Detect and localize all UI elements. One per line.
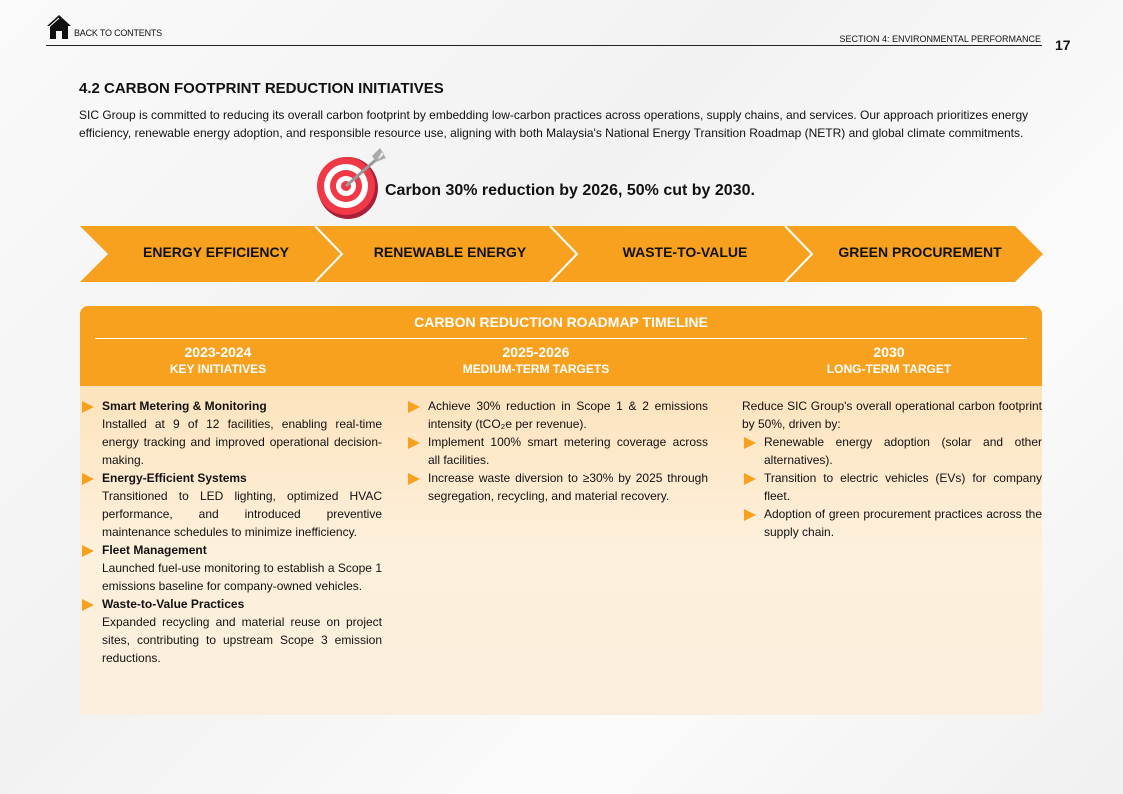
list-item <box>80 397 382 469</box>
item-title: Energy-Efficient Systems <box>102 471 247 485</box>
key-initiatives-list <box>80 397 382 667</box>
header-divider <box>46 45 1042 46</box>
page-number: 17 <box>1055 37 1071 53</box>
long-term-intro: Reduce SIC Group's overall operational carbon footprint by 50%, driven by: <box>742 399 1042 431</box>
column-header-2030 <box>739 344 1039 376</box>
list-item <box>80 469 382 541</box>
list-item: Increase waste diversion to ≥30% by 2025 through segregation, recycling, and material recovery. <box>406 469 708 505</box>
list-item <box>80 541 382 595</box>
carbon-goal: Carbon 30% reduction by 2026, 50% cut by 2030. <box>385 182 755 199</box>
list-item: Implement 100% smart metering coverage across all facilities. <box>406 433 708 469</box>
pillar-energy-efficiency: ENERGY EFFICIENCY <box>143 244 289 260</box>
home-icon[interactable] <box>46 14 72 40</box>
item-text: Transitioned to LED lighting, optimized HVAC performance, and introduced preventive maintenance schedules to minimize inefficiency. <box>102 489 382 539</box>
section-label: SECTION 4: ENVIRONMENTAL PERFORMANCE <box>839 34 1041 44</box>
back-to-contents-link[interactable]: BACK TO CONTENTS <box>74 28 162 38</box>
column-header-2025 <box>386 344 686 376</box>
column-subtitle: KEY INITIATIVES <box>169 362 267 376</box>
item-title: Smart Metering & Monitoring <box>102 399 267 413</box>
pillar-green-procurement: GREEN PROCUREMENT <box>838 244 1002 260</box>
item-text: Installed at 9 of 12 facilities, enabling real-time energy tracking and improved operational decision-making. <box>102 417 382 467</box>
timeline-header <box>80 306 1042 386</box>
medium-term-list <box>406 397 708 505</box>
item-title: Fleet Management <box>102 543 207 557</box>
item-title: Waste-to-Value Practices <box>102 597 245 611</box>
column-year: 2030 <box>873 344 905 360</box>
column-year: 2023-2024 <box>184 344 252 360</box>
list-item: Adoption of green procurement practices across the supply chain. <box>742 505 1042 541</box>
list-item: Renewable energy adoption (solar and other alternatives). <box>742 433 1042 469</box>
column-subtitle: LONG-TERM TARGET <box>826 362 952 376</box>
pillar-waste-to-value: WASTE-TO-VALUE <box>622 244 748 260</box>
timeline-title: CARBON REDUCTION ROADMAP TIMELINE <box>414 314 708 330</box>
page-title: 4.2 CARBON FOOTPRINT REDUCTION INITIATIVES <box>79 80 444 97</box>
column-header-2023 <box>68 344 368 376</box>
target-icon <box>314 148 390 220</box>
intro-paragraph: SIC Group is committed to reducing its overall carbon footprint by embedding low-carbon practices across operations, supply chains, and services. Our approach prioritizes energy efficiency, renewable energy adoption, and responsible resource use, aligning with both Malaysia's National Energy Transition Roadmap (NETR) and global climate commitments. <box>79 108 1029 140</box>
column-year: 2025-2026 <box>502 344 570 360</box>
pillar-renewable-energy: RENEWABLE ENERGY <box>373 244 527 260</box>
item-text: Launched fuel-use monitoring to establish a Scope 1 emissions baseline for company-owned vehicles. <box>102 561 382 593</box>
list-item <box>80 595 382 667</box>
list-item: Achieve 30% reduction in Scope 1 & 2 emissions intensity (tCO₂e per revenue). <box>406 397 708 433</box>
roadmap-timeline <box>80 306 1042 715</box>
long-term-list <box>742 397 1042 541</box>
item-text: Expanded recycling and material reuse on project sites, contributing to upstream Scope 3 emission reductions. <box>102 615 382 665</box>
list-item: Transition to electric vehicles (EVs) for company fleet. <box>742 469 1042 505</box>
timeline-divider <box>95 338 1027 339</box>
column-subtitle: MEDIUM-TERM TARGETS <box>462 362 610 376</box>
